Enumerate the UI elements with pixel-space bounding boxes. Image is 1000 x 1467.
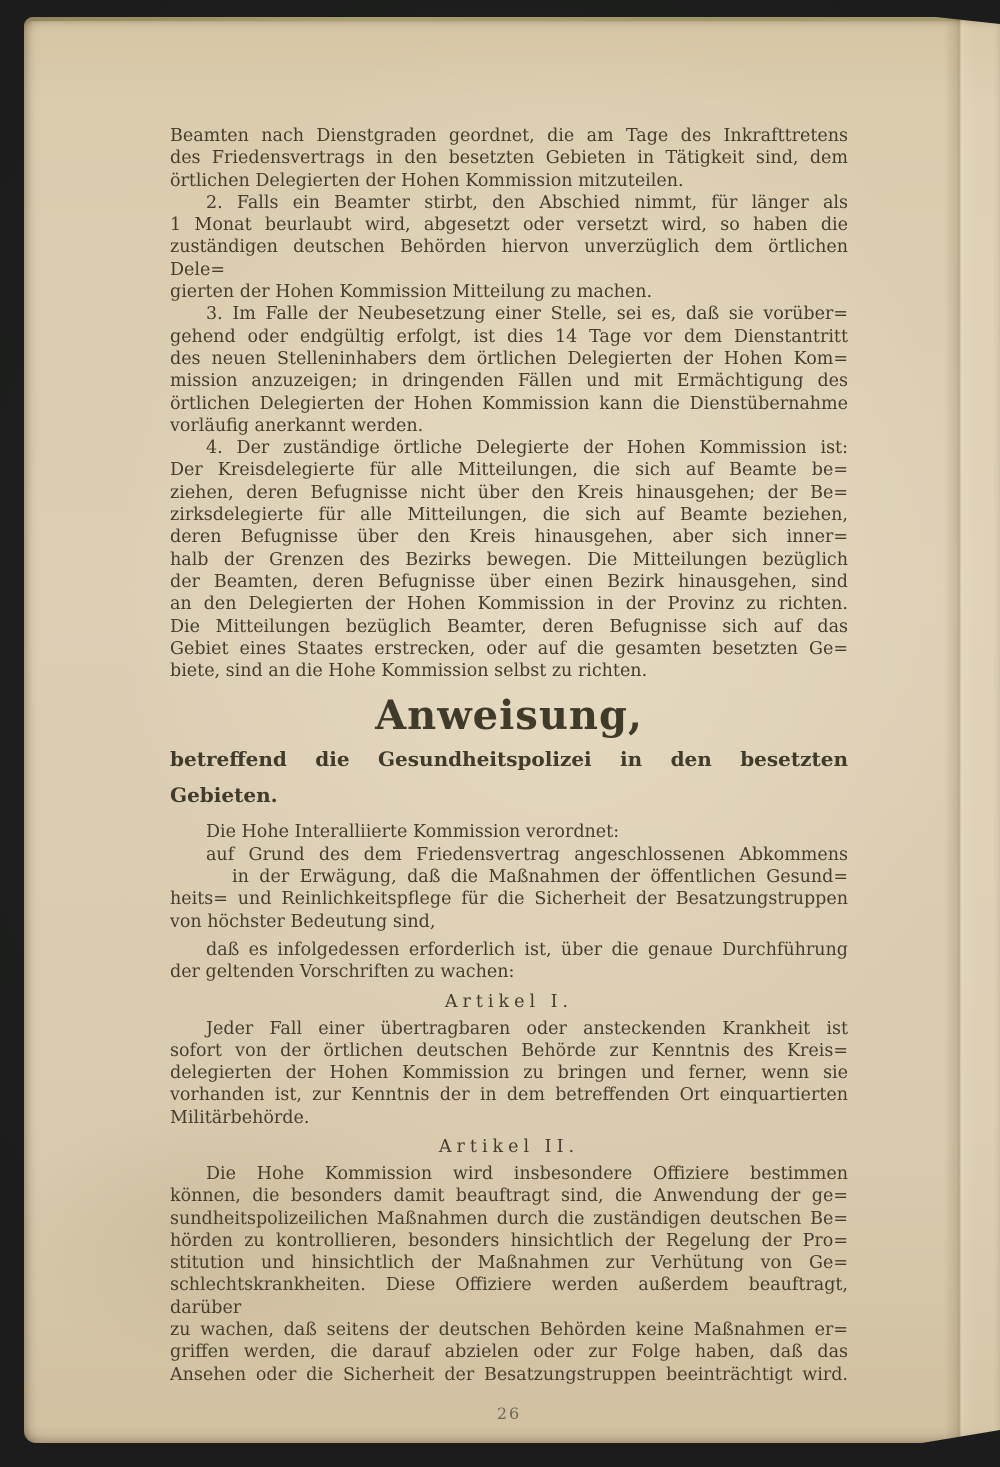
- text-line: delegierten der Hohen Kommission zu bringen und ferner, wenn sie: [170, 1063, 848, 1084]
- text-line: daß es infolgedessen erforderlich ist, über die genaue Durchführung: [206, 939, 848, 960]
- section-title: Anweisung,: [375, 692, 643, 740]
- text-line: Ansehen oder die Sicherheit der Besatzungstruppen beeinträchtigt wird.: [170, 1364, 848, 1385]
- article-2-heading: Artikel II.: [438, 1136, 580, 1157]
- text-line: des neuen Stelleninhabers dem örtlichen Delegierten der Hohen Kom=: [170, 348, 848, 369]
- text-line: ziehen, deren Befugnisse nicht über den Kreis hinausgehen; der Be=: [170, 482, 848, 503]
- text-line: 4. Der zuständige örtliche Delegierte der Hohen Kommission ist:: [206, 438, 848, 459]
- text-line: halb der Grenzen des Bezirks bewegen. Die Mitteilungen bezüglich: [170, 549, 848, 570]
- text-line: auf Grund des dem Friedensvertrag angeschlossenen Abkommens: [206, 844, 848, 865]
- text-line: Militärbehörde.: [170, 1107, 310, 1128]
- page-top-edge: [29, 17, 1000, 21]
- text-line: vorläufig anerkannt werden.: [170, 415, 424, 436]
- text-line: von höchster Bedeutung sind,: [170, 911, 436, 932]
- intro-paragraphs: [170, 125, 848, 682]
- text-line: griffen werden, die darauf abzielen oder zur Folge haben, daß das: [170, 1342, 848, 1363]
- text-line: hörden zu kontrollieren, besonders hinsichtlich der Regelung der Pro=: [170, 1230, 848, 1251]
- text-line: 3. Im Falle der Neubesetzung einer Stelle, sei es, daß sie vorüber=: [206, 304, 848, 325]
- text-line: an den Delegierten der Hohen Kommission in der Provinz zu richten.: [170, 594, 848, 615]
- text-line: der geltenden Vorschriften zu wachen:: [170, 962, 515, 983]
- text-line: Jeder Fall einer übertragbaren oder ansteckenden Krankheit ist: [206, 1018, 848, 1039]
- preamble-paragraphs: [170, 821, 848, 983]
- text-line: können, die besonders damit beauftragt sind, die Anwendung der ge=: [170, 1186, 848, 1207]
- article-1-paragraphs: [170, 1018, 848, 1129]
- text-line: sundheitspolizeilichen Maßnahmen durch die zuständigen deutschen Be=: [170, 1208, 848, 1229]
- text-line: mission anzuzeigen; in dringenden Fällen und mit Ermächtigung des: [170, 371, 848, 392]
- article-2-paragraphs: [170, 1163, 848, 1386]
- text-line: in der Erwägung, daß die Maßnahmen der öffentlichen Gesund=: [232, 867, 848, 888]
- text-line: schlechtskrankheiten. Diese Offiziere werden außerdem beauftragt, darüber: [170, 1275, 848, 1318]
- text-line: gierten der Hohen Kommission Mitteilung zu machen.: [170, 282, 653, 303]
- text-line: Der Kreisdelegierte für alle Mitteilungen, die sich auf Beamte be=: [170, 460, 848, 481]
- text-line: vorhanden ist, zur Kenntnis der in dem betreffenden Ort einquartierten: [170, 1085, 848, 1106]
- text-line: Beamten nach Dienstgraden geordnet, die am Tage des Inkrafttretens: [170, 126, 848, 146]
- text-line: Die Hohe Kommission wird insbesondere Offiziere bestimmen: [206, 1163, 848, 1184]
- text-line: sofort von der örtlichen deutschen Behörde zur Kenntnis des Kreis=: [170, 1040, 848, 1061]
- text-line: örtlichen Delegierten der Hohen Kommission kann die Dienstübernahme: [170, 393, 848, 414]
- text-line: örtlichen Delegierten der Hohen Kommission mitzuteilen.: [170, 170, 684, 191]
- text-block: [170, 125, 848, 1425]
- text-line: zirksdelegierte für alle Mitteilungen, die sich auf Beamte beziehen,: [170, 505, 848, 526]
- page-crease: [944, 17, 974, 1439]
- text-line: Die Hohe Interalliierte Kommission verordnet:: [206, 822, 620, 843]
- text-line: zuständigen deutschen Behörden hiervon unverzüglich dem örtlichen Dele=: [170, 237, 848, 280]
- text-line: der Beamten, deren Befugnisse über einen Bezirk hinausgehen, sind: [170, 571, 848, 592]
- text-line: Gebiet eines Staates erstrecken, oder auf die gesamten besetzten Ge=: [170, 638, 848, 659]
- article-1-heading: Artikel I.: [444, 991, 574, 1012]
- page-number: 26: [496, 1403, 522, 1423]
- text-line: zu wachen, daß seitens der deutschen Behörden keine Maßnahmen er=: [170, 1320, 848, 1341]
- text-line: deren Befugnisse über den Kreis hinausgehen, aber sich inner=: [170, 527, 848, 548]
- text-line: biete, sind an die Hohe Kommission selbst zu richten.: [170, 661, 648, 682]
- text-line: 1 Monat beurlaubt wird, abgesetzt oder versetzt wird, so haben die: [170, 215, 848, 236]
- text-line: Die Mitteilungen bezüglich Beamter, deren Befugnisse sich auf das: [170, 616, 848, 637]
- text-line: heits= und Reinlichkeitspflege für die Sicherheit der Besatzungstruppen: [170, 889, 848, 910]
- text-line: stitution und hinsichtlich der Maßnahmen zur Verhütung von Ge=: [170, 1253, 848, 1274]
- text-line: des Friedensvertrags in den besetzten Gebieten in Tätigkeit sind, dem: [170, 148, 848, 169]
- text-line: gehend oder endgültig erfolgt, ist dies 14 Tage vor dem Dienstantritt: [170, 326, 848, 347]
- book-page: [24, 17, 1000, 1443]
- text-line: 2. Falls ein Beamter stirbt, den Abschied nimmt, für länger als: [206, 192, 848, 213]
- section-subtitle: betreffend die Gesundheitspolizei in den besetzten Gebieten.: [170, 747, 848, 808]
